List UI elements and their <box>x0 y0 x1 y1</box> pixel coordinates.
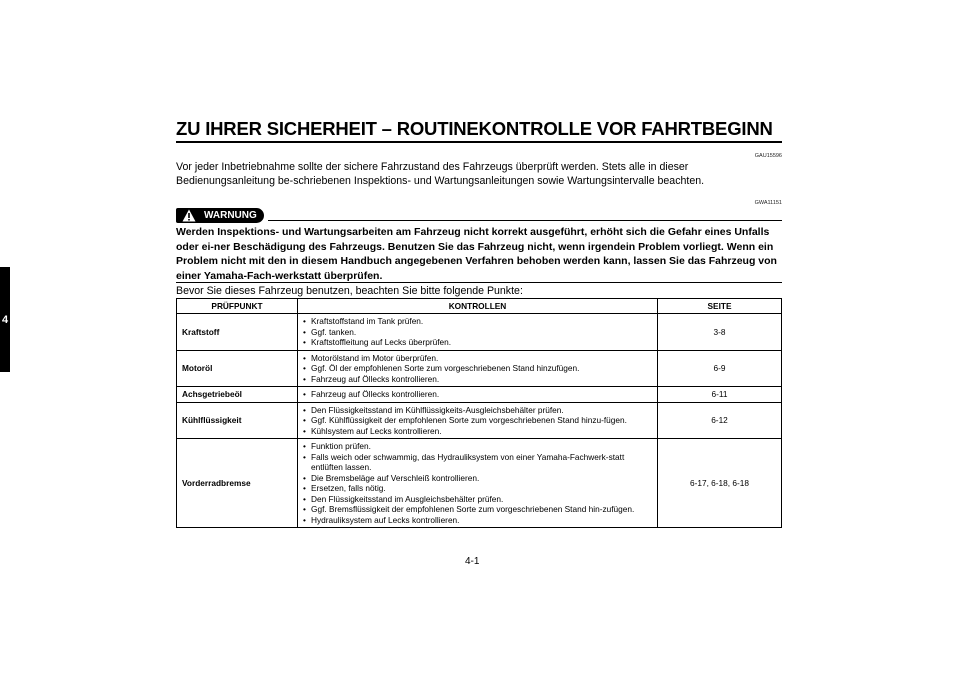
list-item: • Fahrzeug auf Öllecks kontrollieren. <box>303 374 652 385</box>
header-checks: KONTROLLEN <box>298 299 658 314</box>
list-item: • Den Flüssigkeitsstand im Kühlflüssigkeits-Ausgleichsbehälter prüfen. <box>303 405 652 416</box>
list-item: • Die Bremsbeläge auf Verschleiß kontrollieren. <box>303 473 652 484</box>
list-item: • Ggf. tanken. <box>303 327 652 338</box>
row-item: Kühlflüssigkeit <box>177 402 298 439</box>
row-page: 3-8 <box>658 314 782 351</box>
list-item: • Kühlsystem auf Lecks kontrollieren. <box>303 426 652 437</box>
row-item: Achsgetriebeöl <box>177 387 298 403</box>
row-checks <box>298 314 658 351</box>
header-page: SEITE <box>658 299 782 314</box>
warning-rule-top <box>268 220 782 221</box>
table-row <box>177 402 782 439</box>
table-row <box>177 439 782 528</box>
row-item: Vorderradbremse <box>177 439 298 528</box>
row-item: Kraftstoff <box>177 314 298 351</box>
table-row <box>177 350 782 387</box>
row-page: 6-11 <box>658 387 782 403</box>
table-header-row <box>177 299 782 314</box>
row-checks <box>298 387 658 403</box>
row-checks <box>298 350 658 387</box>
list-item: • Den Flüssigkeitsstand im Ausgleichsbehälter prüfen. <box>303 494 652 505</box>
warning-text: Werden Inspektions- und Wartungsarbeiten am Fahrzeug nicht korrekt ausgeführt, erhöht sich die Gefahr eines Unfalls oder ei-ner Beschädigung des Fahrzeugs. Benutzen Sie das Fahrzeug nicht, wenn irgendein Problem vorliegt. Wenn ein Problem nicht mit den in diesem Handbuch angegebenen Verfahren behoben werden kann, lassen Sie das Fahrzeug von einer Yamaha-Fach-werkstatt überprüfen. <box>176 226 777 282</box>
checks-table <box>176 298 782 528</box>
list-item: • Ggf. Bremsflüssigkeit der empfohlenen Sorte zum vorgeschriebenen Stand hin-zufügen. <box>303 504 652 515</box>
warning-rule-bottom <box>176 282 782 283</box>
chapter-tab <box>0 267 10 372</box>
list-item: • Ggf. Öl der empfohlenen Sorte zum vorgeschriebenen Stand hinzufügen. <box>303 363 652 374</box>
warning-badge <box>176 208 264 223</box>
chapter-number: 4 <box>1 313 9 326</box>
row-checks <box>298 402 658 439</box>
page-number: 4-1 <box>465 556 480 567</box>
list-item: • Ggf. Kühlflüssigkeit der empfohlenen Sorte zum vorgeschriebenen Stand hinzu-fügen. <box>303 415 652 426</box>
title-rule <box>176 141 782 143</box>
warning-label: WARNUNG <box>204 210 257 221</box>
row-item: Motoröl <box>177 350 298 387</box>
row-page: 6-9 <box>658 350 782 387</box>
list-item: • Motorölstand im Motor überprüfen. <box>303 353 652 364</box>
warning-code: GWA11151 <box>754 200 782 206</box>
table-row <box>177 314 782 351</box>
row-page: 6-17, 6-18, 6-18 <box>658 439 782 528</box>
header-item: PRÜFPUNKT <box>177 299 298 314</box>
page-title: ZU IHRER SICHERHEIT – ROUTINEKONTROLLE VOR FAHRTBEGINN <box>176 118 773 139</box>
table-row <box>177 387 782 403</box>
row-page: 6-12 <box>658 402 782 439</box>
warning-triangle-icon <box>182 209 196 222</box>
list-item: • Kraftstoffleitung auf Lecks überprüfen. <box>303 337 652 348</box>
row-checks <box>298 439 658 528</box>
list-item: • Fahrzeug auf Öllecks kontrollieren. <box>303 389 652 400</box>
list-item: • Funktion prüfen. <box>303 441 652 452</box>
section-code: GAU15596 <box>754 153 782 159</box>
lead-sentence: Bevor Sie dieses Fahrzeug benutzen, beachten Sie bitte folgende Punkte: <box>176 285 523 297</box>
list-item: • Ersetzen, falls nötig. <box>303 483 652 494</box>
list-item: • Kraftstoffstand im Tank prüfen. <box>303 316 652 327</box>
list-item: • Falls weich oder schwammig, das Hydrauliksystem von einer Yamaha-Fachwerk-statt entlüften lassen. <box>303 452 652 473</box>
intro-paragraph: Vor jeder Inbetriebnahme sollte der sichere Fahrzustand des Fahrzeugs überprüft werden. Stets alle in dieser Bedienungsanleitung be-schriebenen Inspektions- und Wartungsanleitungen sowie Wartungsintervalle beachten. <box>176 161 705 187</box>
list-item: • Hydrauliksystem auf Lecks kontrollieren. <box>303 515 652 526</box>
